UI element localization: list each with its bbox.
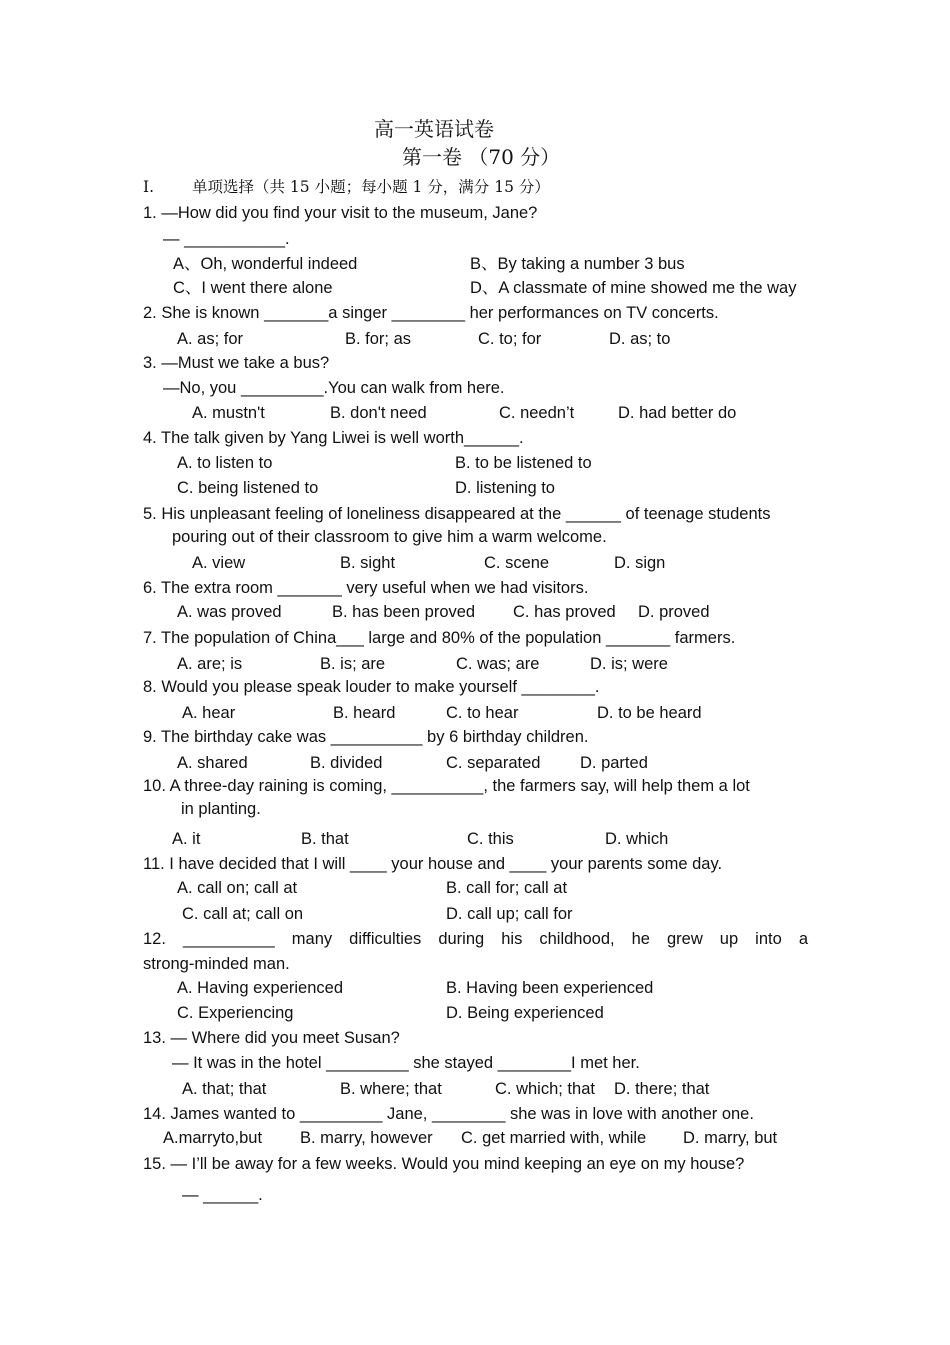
question-4-option-a: A. to listen to [177,454,273,472]
question-13-option-a: A. that; that [182,1080,267,1098]
question-5-continuation: pouring out of their classroom to give him a warm welcome. [172,528,607,546]
question-10-option-c: C. this [467,830,514,848]
question-12-option-b: B. Having been experienced [446,979,654,997]
question-10-continuation: in planting. [181,800,261,818]
question-2-option-c: C. to; for [478,330,542,348]
question-9-option-b: B. divided [310,754,383,772]
question-7-option-c: C. was; are [456,655,540,673]
question-7-option-a: A. are; is [177,655,243,673]
question-2-option-a: A. as; for [177,330,244,348]
question-12-option-c: C. Experiencing [177,1004,294,1022]
question-6-option-b: B. has been proved [332,603,476,621]
question-3-option-d: D. had better do [618,404,737,422]
question-10-stem: 10. A three-day raining is coming, __________, the farmers say, will help them a lot [143,777,750,795]
question-6-option-a: A. was proved [177,603,282,621]
question-14-stem: 14. James wanted to _________ Jane, ________ she was in love with another one. [143,1105,754,1123]
question-1-reply: — ___________. [163,230,290,248]
question-14-option-b: B. marry, however [300,1129,433,1147]
question-7-option-d: D. is; were [590,655,668,673]
question-14-option-a: A.marryto,but [163,1129,263,1147]
question-15-reply: — ______. [182,1186,263,1204]
question-13-option-d: D. there; that [614,1080,710,1098]
question-7-stem: 7. The population of China___ large and 80% of the population _______ farmers. [143,629,736,647]
question-10-option-d: D. which [605,830,669,848]
question-3-reply: —No, you _________.You can walk from here. [163,379,505,397]
question-8-option-d: D. to be heard [597,704,702,722]
question-5-option-b: B. sight [340,554,396,572]
question-12-continuation: strong-minded man. [143,955,290,973]
question-3-stem: 3. —Must we take a bus? [143,354,330,372]
section-number: Ⅰ. [143,178,155,196]
question-1-option-d: D、A classmate of mine showed me the way [470,279,797,297]
question-12-option-d: D. Being experienced [446,1004,604,1022]
question-8-option-b: B. heard [333,704,396,722]
section-subtitle: 第一卷 （70 分） [402,145,561,169]
question-4-option-b: B. to be listened to [455,454,592,472]
question-4-option-d: D. listening to [455,479,555,497]
question-5-option-c: C. scene [484,554,550,572]
question-8-option-c: C. to hear [446,704,519,722]
question-8-stem: 8. Would you please speak louder to make yourself ________. [143,678,600,696]
question-2-option-d: D. as; to [609,330,671,348]
question-14-option-d: D. marry, but [683,1129,778,1147]
question-6-stem: 6. The extra room _______ very useful when we had visitors. [143,579,589,597]
question-1-option-a: A、Oh, wonderful indeed [173,255,358,273]
question-1-option-b: B、By taking a number 3 bus [470,255,685,273]
exam-title: 高一英语试卷 [374,117,494,141]
question-5-option-a: A. view [192,554,246,572]
question-2-stem: 2. She is known _______a singer ________ her performances on TV concerts. [143,304,719,322]
question-11-option-c: C. call at; call on [182,905,304,923]
question-13-reply: — It was in the hotel _________ she stayed ________I met her. [172,1054,640,1072]
question-9-stem: 9. The birthday cake was __________ by 6 birthday children. [143,728,589,746]
question-13-stem: 13. — Where did you meet Susan? [143,1029,400,1047]
question-11-option-d: D. call up; call for [446,905,573,923]
question-6-option-c: C. has proved [513,603,616,621]
question-5-stem: 5. His unpleasant feeling of loneliness disappeared at the ______ of teenage students [143,505,771,523]
question-11-option-b: B. call for; call at [446,879,568,897]
question-9-option-c: C. separated [446,754,541,772]
question-9-option-d: D. parted [580,754,648,772]
question-4-option-c: C. being listened to [177,479,319,497]
question-1-option-c: C、I went there alone [173,279,333,297]
question-5-option-d: D. sign [614,554,666,572]
question-11-option-a: A. call on; call at [177,879,298,897]
question-3-option-a: A. mustn't [192,404,265,422]
section-instructions: 单项选择（共 15 小题；每小题 1 分，满分 15 分） [192,178,550,196]
question-13-option-c: C. which; that [495,1080,595,1098]
question-3-option-c: C. needn’t [499,404,575,422]
question-9-option-a: A. shared [177,754,248,772]
question-15-stem: 15. — I’ll be away for a few weeks. Would you mind keeping an eye on my house? [143,1155,745,1173]
question-1-stem: 1. —How did you find your visit to the museum, Jane? [143,204,538,222]
question-10-option-b: B. that [301,830,349,848]
question-6-option-d: D. proved [638,603,710,621]
question-12-stem: 12. __________ many difficulties during his childhood, he grew up into a [143,930,808,948]
question-3-option-b: B. don't need [330,404,427,422]
question-12-option-a: A. Having experienced [177,979,344,997]
question-11-stem: 11. I have decided that I will ____ your house and ____ your parents some day. [143,855,723,873]
question-8-option-a: A. hear [182,704,236,722]
question-7-option-b: B. is; are [320,655,386,673]
question-10-option-a: A. it [172,830,201,848]
question-14-option-c: C. get married with, while [461,1129,647,1147]
question-2-option-b: B. for; as [345,330,412,348]
question-13-option-b: B. where; that [340,1080,442,1098]
question-4-stem: 4. The talk given by Yang Liwei is well worth______. [143,429,524,447]
